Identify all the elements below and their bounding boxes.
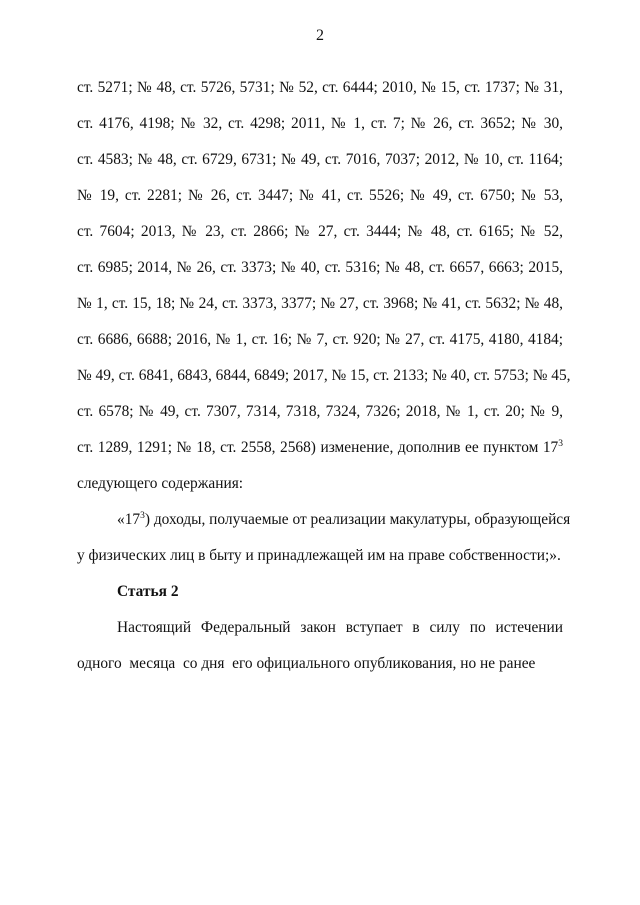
quoted-clause-first-line-text: ) доходы, получаемые от реализации макулатуры, образующейся bbox=[144, 511, 571, 528]
citation-line-7: № 1, ст. 15, 18; № 24, ст. 3373, 3377; № 27, ст. 3968; № 41, ст. 5632; № 48, bbox=[77, 295, 563, 312]
citation-line-4: № 19, ст. 2281; № 26, ст. 3447; № 41, ст. 5526; № 49, ст. 6750; № 53, bbox=[77, 187, 563, 204]
amendment-text: ст. 1289, 1291; № 18, ст. 2558, 2568) изменение, дополнив ее пунктом 17 bbox=[77, 439, 559, 456]
quoted-clause-open: «17 bbox=[117, 511, 141, 528]
quoted-clause-first-line bbox=[117, 510, 571, 530]
citation-line-8: ст. 6686, 6688; 2016, № 1, ст. 16; № 7, ст. 920; № 27, ст. 4175, 4180, 4184; bbox=[77, 331, 563, 348]
citation-line-1: ст. 5271; № 48, ст. 5726, 5731; № 52, ст. 6444; 2010, № 15, ст. 1737; № 31, bbox=[77, 79, 563, 96]
quoted-clause-second-line: у физических лиц в быту и принадлежащей им на праве собственности;». bbox=[77, 547, 561, 564]
page-number: 2 bbox=[316, 27, 324, 44]
article-body-line-2: одного месяца со дня его официального опубликования, но не ранее bbox=[77, 655, 536, 672]
quoted-clause-superscript: 3 bbox=[140, 510, 145, 521]
amendment-superscript: 3 bbox=[558, 438, 563, 449]
citation-line-5: ст. 7604; 2013, № 23, ст. 2866; № 27, ст. 3444; № 48, ст. 6165; № 52, bbox=[77, 223, 563, 240]
following-content-label: следующего содержания: bbox=[77, 475, 244, 492]
amendment-line bbox=[77, 438, 563, 458]
citation-line-6: ст. 6985; 2014, № 26, ст. 3373; № 40, ст. 5316; № 48, ст. 6657, 6663; 2015, bbox=[77, 259, 563, 276]
article-body-line-1: Настоящий Федеральный закон вступает в силу по истечении bbox=[117, 619, 563, 636]
citation-line-10: ст. 6578; № 49, ст. 7307, 7314, 7318, 7324, 7326; 2018, № 1, ст. 20; № 9, bbox=[77, 403, 563, 420]
citation-line-2: ст. 4176, 4198; № 32, ст. 4298; 2011, № 1, ст. 7; № 26, ст. 3652; № 30, bbox=[77, 115, 563, 132]
citation-line-9: № 49, ст. 6841, 6843, 6844, 6849; 2017, № 15, ст. 2133; № 40, ст. 5753; № 45, bbox=[77, 367, 571, 384]
article-heading: Статья 2 bbox=[117, 583, 179, 600]
citation-line-3: ст. 4583; № 48, ст. 6729, 6731; № 49, ст. 7016, 7037; 2012, № 10, ст. 1164; bbox=[77, 151, 563, 168]
